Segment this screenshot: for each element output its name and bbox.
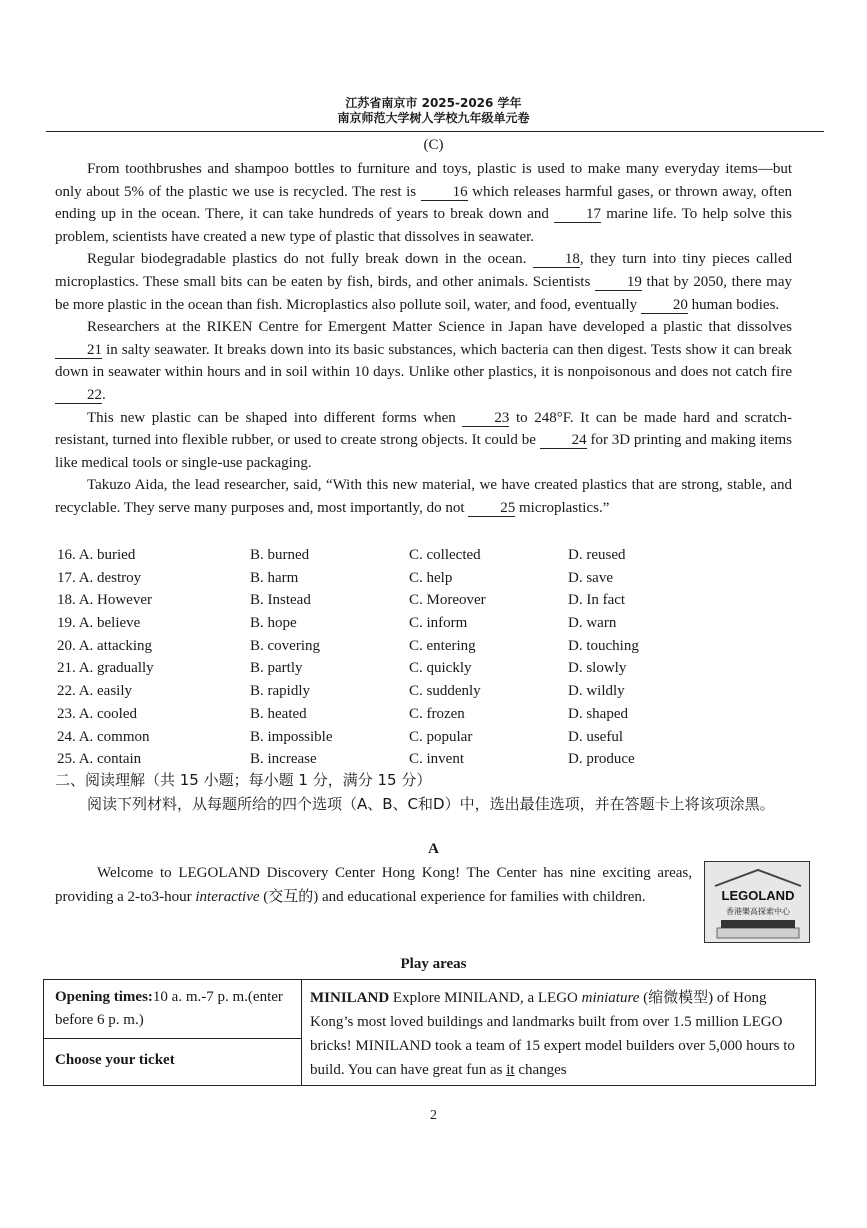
option-a-text: A. destroy bbox=[78, 569, 142, 586]
part-a-label: A bbox=[428, 841, 439, 857]
option-a-text: A. gradually bbox=[78, 660, 154, 677]
miniland-cell bbox=[310, 986, 810, 1082]
option-d: D. save bbox=[568, 569, 613, 586]
paragraph-4 bbox=[55, 407, 792, 475]
option-a bbox=[57, 657, 154, 680]
option-d: D. touching bbox=[568, 637, 639, 654]
option-a bbox=[57, 748, 141, 771]
option-d: D. In fact bbox=[568, 592, 626, 609]
blank-23: 23 bbox=[462, 411, 509, 427]
option-a bbox=[57, 635, 152, 658]
text: (交互的) and educational experience for families with children. bbox=[259, 889, 646, 905]
underlined-word: it bbox=[506, 1062, 515, 1078]
header-line-1: 江苏省南京市 2025-2026 学年 bbox=[345, 96, 522, 110]
paragraph-1 bbox=[55, 158, 792, 248]
section-2-title: 二、阅读理解（共 15 小题；每小题 1 分，满分 15 分） bbox=[55, 771, 432, 789]
question-number: 20. bbox=[57, 637, 76, 654]
text: for 3D printing and making items like medical tools or single-use packaging. bbox=[55, 432, 792, 471]
text: microplastics.” bbox=[515, 499, 610, 516]
blank-22: 22 bbox=[55, 388, 102, 404]
option-a-text: A. However bbox=[78, 592, 152, 609]
option-b: B. increase bbox=[250, 751, 317, 768]
blank-25: 25 bbox=[468, 501, 515, 517]
question-number: 25. bbox=[57, 751, 76, 768]
blank-16: 16 bbox=[421, 185, 468, 201]
text: Explore MINILAND, a LEGO bbox=[389, 990, 582, 1006]
option-a bbox=[57, 589, 152, 612]
option-b: B. rapidly bbox=[250, 683, 310, 700]
opening-times-cell bbox=[55, 986, 295, 1032]
play-areas-table bbox=[43, 979, 816, 1086]
logo-text: LEGOLAND bbox=[721, 888, 795, 903]
question-number: 16. bbox=[57, 547, 76, 563]
paragraph-2 bbox=[55, 248, 792, 316]
option-a bbox=[57, 726, 150, 749]
cell-divider bbox=[44, 1038, 301, 1039]
option-d: D. useful bbox=[568, 728, 623, 745]
logo-bar bbox=[721, 920, 795, 928]
option-d: D. wildly bbox=[568, 683, 625, 700]
option-a-text: A. buried bbox=[78, 547, 136, 563]
option-a bbox=[57, 703, 137, 726]
option-d: D. reused bbox=[568, 547, 626, 563]
text: Welcome to LEGOLAND Discovery Center Hong Kong! The Center has nine exciting areas, providing a 2-to3-hour bbox=[55, 865, 692, 905]
option-a bbox=[57, 567, 141, 590]
option-row bbox=[55, 748, 815, 771]
question-number: 19. bbox=[57, 615, 76, 632]
option-a bbox=[57, 544, 135, 567]
header-rule bbox=[46, 131, 824, 132]
text: Regular biodegradable plastics do not fully break down in the ocean. bbox=[87, 251, 533, 268]
document-header bbox=[0, 96, 867, 126]
text: that by 2050, there may be more plastic in the ocean than fish. Microplastics also pollute soil, water, and food, eventually bbox=[55, 273, 792, 313]
question-number: 22. bbox=[57, 683, 76, 700]
emphasis: miniature bbox=[581, 990, 640, 1006]
option-c: C. entering bbox=[409, 637, 476, 654]
option-c: C. suddenly bbox=[409, 683, 481, 700]
text: marine life. To help solve this problem, scientists have created a new type of plastic that dissolves in seawater. bbox=[55, 206, 792, 245]
option-b: B. harm bbox=[250, 569, 299, 586]
text: Researchers at the RIKEN Centre for Emergent Matter Science in Japan have developed a plastic that dissolves bbox=[87, 319, 792, 336]
text: which releases harmful gases, or thrown away, often ending up in the ocean. There, it can take hundreds of years to break down and bbox=[55, 183, 792, 223]
text: (缩微模型) of Hong Kong’s most loved buildings and landmarks built from over 1.5 million LEGO bricks! MINILAND took a team of 15 expert model builders over 5,000 hours to build. You can have great fun as bbox=[310, 990, 795, 1078]
option-b: B. Instead bbox=[250, 592, 311, 609]
option-row bbox=[55, 703, 815, 726]
blank-20: 20 bbox=[641, 298, 688, 314]
opening-label: Opening times: bbox=[55, 989, 153, 1005]
header-line-2: 南京师范大学树人学校九年级单元卷 bbox=[337, 111, 530, 125]
option-row bbox=[55, 635, 815, 658]
choose-ticket-cell: Choose your ticket bbox=[55, 1052, 175, 1068]
text: This new plastic can be shaped into different forms when bbox=[87, 409, 463, 426]
option-a bbox=[57, 680, 132, 703]
option-b: B. hope bbox=[250, 615, 297, 632]
text: to 248°F. It can be made hard and scratch-resistant, turned into flexible rubber, or used to create strong objects. It could be bbox=[55, 409, 792, 449]
option-b: B. heated bbox=[250, 705, 307, 722]
paragraph-5 bbox=[55, 474, 792, 519]
blank-24: 24 bbox=[540, 433, 587, 449]
question-number: 18. bbox=[57, 592, 76, 609]
opening-value: 10 a. m.-7 p. m.(enter before 6 p. m.) bbox=[55, 989, 283, 1028]
text: in salty seawater. It breaks down into its basic substances, which bacteria can then digest. Tests show it can break down in seawater within hours and in soil within 10 days. Unlike other plastics, it is nonpoisonous and does not catch fire bbox=[55, 341, 792, 381]
option-d: D. shaped bbox=[568, 705, 628, 722]
blank-17: 17 bbox=[554, 207, 601, 223]
option-c: C. frozen bbox=[409, 705, 465, 722]
option-d: D. slowly bbox=[568, 660, 627, 677]
option-a-text: A. common bbox=[78, 728, 150, 745]
text: human bodies. bbox=[687, 296, 780, 313]
option-b: B. covering bbox=[250, 637, 320, 654]
text: Takuzo Aida, the lead researcher, said, “With this new material, we have created plastics that are strong, stable, and recyclable. They serve many purposes and, most importantly, do not bbox=[55, 477, 792, 516]
text: From toothbrushes and shampoo bottles to furniture and toys, plastic is used to make many everyday items—but only about 5% of the plastic we use is recycled. The rest is bbox=[55, 161, 792, 200]
section-c-label: (C) bbox=[423, 137, 444, 153]
legoland-logo-image bbox=[704, 861, 810, 943]
option-row bbox=[55, 567, 815, 590]
section-2-instructions: 阅读下列材料，从每题所给的四个选项（A、B、C和D）中，选出最佳选项，并在答题卡上将该项涂黑。 bbox=[87, 795, 775, 813]
option-a-text: A. cooled bbox=[78, 705, 138, 722]
question-number: 17. bbox=[57, 569, 76, 586]
option-c: C. Moreover bbox=[409, 592, 486, 609]
blank-21: 21 bbox=[55, 343, 102, 359]
text: . bbox=[102, 386, 106, 403]
miniland-title: MINILAND bbox=[310, 990, 390, 1006]
table-left-column bbox=[44, 980, 302, 1085]
option-a bbox=[57, 612, 140, 635]
option-c: C. invent bbox=[409, 751, 464, 768]
emphasis: interactive bbox=[195, 889, 260, 905]
play-areas-title: Play areas bbox=[400, 956, 467, 972]
option-c: C. inform bbox=[409, 615, 468, 632]
option-row bbox=[55, 726, 815, 749]
option-b: B. impossible bbox=[250, 728, 333, 745]
option-c: C. quickly bbox=[409, 660, 472, 677]
option-row bbox=[55, 544, 815, 567]
option-a-text: A. easily bbox=[78, 683, 133, 700]
text: changes bbox=[514, 1062, 567, 1078]
option-c: C. popular bbox=[409, 728, 473, 745]
question-number: 24. bbox=[57, 728, 76, 745]
option-b: B. partly bbox=[250, 660, 303, 677]
option-a-text: A. believe bbox=[78, 615, 141, 632]
blank-18: 18 bbox=[533, 252, 580, 268]
option-c: C. collected bbox=[409, 547, 481, 563]
logo-subtitle: 香港樂高探索中心 bbox=[726, 907, 790, 916]
question-number: 23. bbox=[57, 705, 76, 722]
option-a-text: A. contain bbox=[78, 751, 142, 768]
option-c: C. help bbox=[409, 569, 453, 586]
option-d: D. produce bbox=[568, 751, 635, 768]
option-b: B. burned bbox=[250, 547, 310, 563]
option-row bbox=[55, 657, 815, 680]
option-row bbox=[55, 680, 815, 703]
answer-options bbox=[55, 544, 815, 771]
option-row bbox=[55, 589, 815, 612]
option-row bbox=[55, 612, 815, 635]
cloze-passage bbox=[55, 158, 792, 520]
paragraph-3 bbox=[55, 316, 792, 406]
text: , they turn into tiny pieces called microplastics. These small bits can be eaten by fish, birds, and other animals. Scientists bbox=[55, 251, 792, 290]
option-a-text: A. attacking bbox=[78, 637, 152, 654]
page-number: 2 bbox=[430, 1108, 437, 1123]
legoland-intro bbox=[55, 861, 692, 909]
option-d: D. warn bbox=[568, 615, 617, 632]
blank-19: 19 bbox=[595, 275, 642, 291]
question-number: 21. bbox=[57, 660, 76, 677]
